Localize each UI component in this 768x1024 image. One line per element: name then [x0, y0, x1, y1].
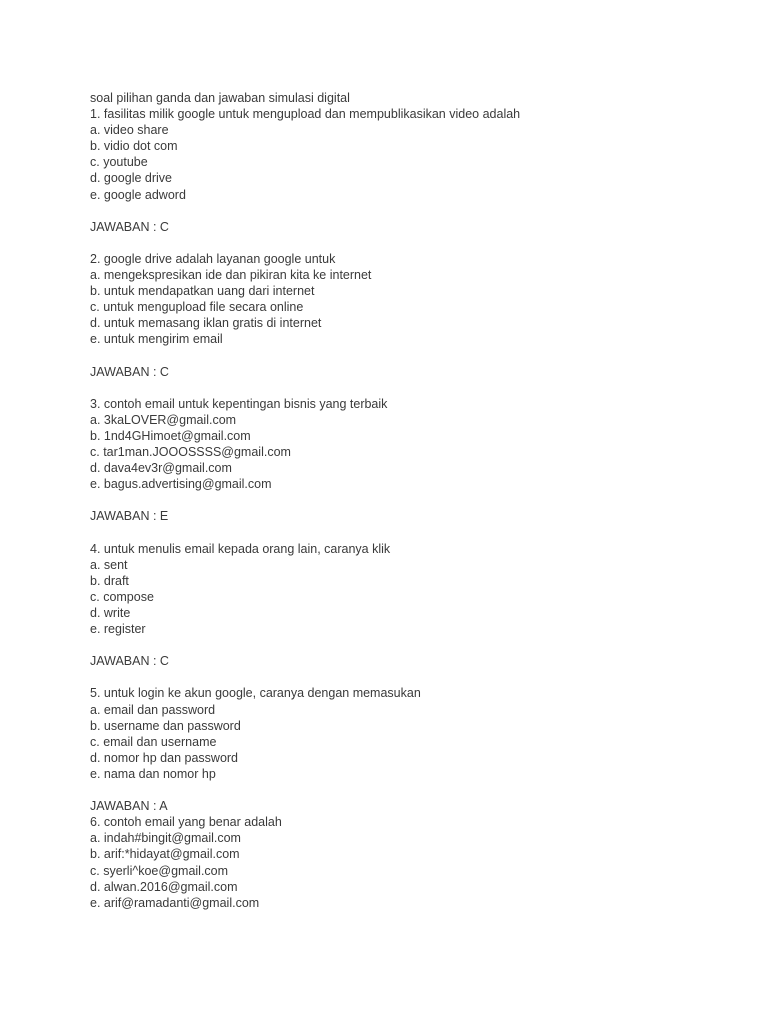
option-e: e. nama dan nomor hp	[90, 766, 216, 781]
answer-text: JAWABAN : C	[90, 654, 169, 669]
option-e: e. untuk mengirim email	[90, 332, 223, 347]
spacer	[90, 637, 730, 653]
spacer	[90, 203, 730, 219]
question-text: 3. contoh email untuk kepentingan bisnis yang terbaik	[90, 396, 388, 411]
question-block	[90, 814, 730, 911]
option-a: a. indah#bingit@gmail.com	[90, 831, 241, 846]
option-b: b. 1nd4GHimoet@gmail.com	[90, 428, 251, 443]
question-text: 4. untuk menulis email kepada orang lain, caranya klik	[90, 541, 391, 556]
option-d: d. alwan.2016@gmail.com	[90, 879, 238, 894]
document-body	[90, 90, 730, 911]
option-d: d. nomor hp dan password	[90, 750, 239, 765]
answer-text: JAWABAN : E	[90, 509, 169, 524]
option-c: c. tar1man.JOOOSSSS@gmail.com	[90, 445, 291, 460]
option-b: b. arif:*hidayat@gmail.com	[90, 847, 240, 862]
option-c: c. youtube	[90, 155, 148, 170]
question-block	[90, 396, 730, 541]
option-b: b. untuk mendapatkan uang dari internet	[90, 284, 315, 299]
question-text: 5. untuk login ke akun google, caranya dengan memasukan	[90, 686, 421, 701]
option-a: a. email dan password	[90, 702, 216, 717]
question-text: 1. fasilitas milik google untuk mengupload dan mempublikasikan video adalah	[90, 107, 521, 122]
question-block	[90, 541, 730, 686]
question-block	[90, 251, 730, 396]
question-text: 2. google drive adalah layanan google untuk	[90, 251, 336, 266]
option-a: a. 3kaLOVER@gmail.com	[90, 412, 237, 427]
option-e: e. arif@ramadanti@gmail.com	[90, 895, 260, 910]
option-c: c. untuk mengupload file secara online	[90, 300, 304, 315]
answer-text: JAWABAN : C	[90, 364, 169, 379]
option-e: e. bagus.advertising@gmail.com	[90, 477, 272, 492]
spacer	[90, 235, 730, 251]
spacer	[90, 380, 730, 396]
spacer	[90, 669, 730, 685]
spacer	[90, 525, 730, 541]
document-title: soal pilihan ganda dan jawaban simulasi digital	[90, 91, 350, 105]
option-e: e. register	[90, 622, 146, 637]
answer-text: JAWABAN : C	[90, 219, 169, 234]
option-b: b. username dan password	[90, 718, 241, 733]
option-a: a. video share	[90, 123, 169, 138]
option-b: b. vidio dot com	[90, 139, 178, 154]
spacer	[90, 348, 730, 364]
option-d: d. dava4ev3r@gmail.com	[90, 461, 232, 476]
option-c: c. email dan username	[90, 734, 217, 749]
option-a: a. mengekspresikan ide dan pikiran kita ke internet	[90, 268, 372, 283]
question-text: 6. contoh email yang benar adalah	[90, 815, 282, 830]
spacer	[90, 782, 730, 798]
option-c: c. syerli^koe@gmail.com	[90, 863, 229, 878]
answer-text: JAWABAN : A	[90, 799, 168, 814]
option-b: b. draft	[90, 573, 129, 588]
question-block	[90, 106, 730, 251]
spacer	[90, 492, 730, 508]
option-d: d. write	[90, 606, 131, 620]
option-d: d. untuk memasang iklan gratis di internet	[90, 316, 322, 331]
question-block	[90, 685, 730, 814]
option-e: e. google adword	[90, 187, 186, 202]
option-c: c. compose	[90, 589, 154, 604]
option-a: a. sent	[90, 557, 128, 572]
option-d: d. google drive	[90, 171, 173, 186]
